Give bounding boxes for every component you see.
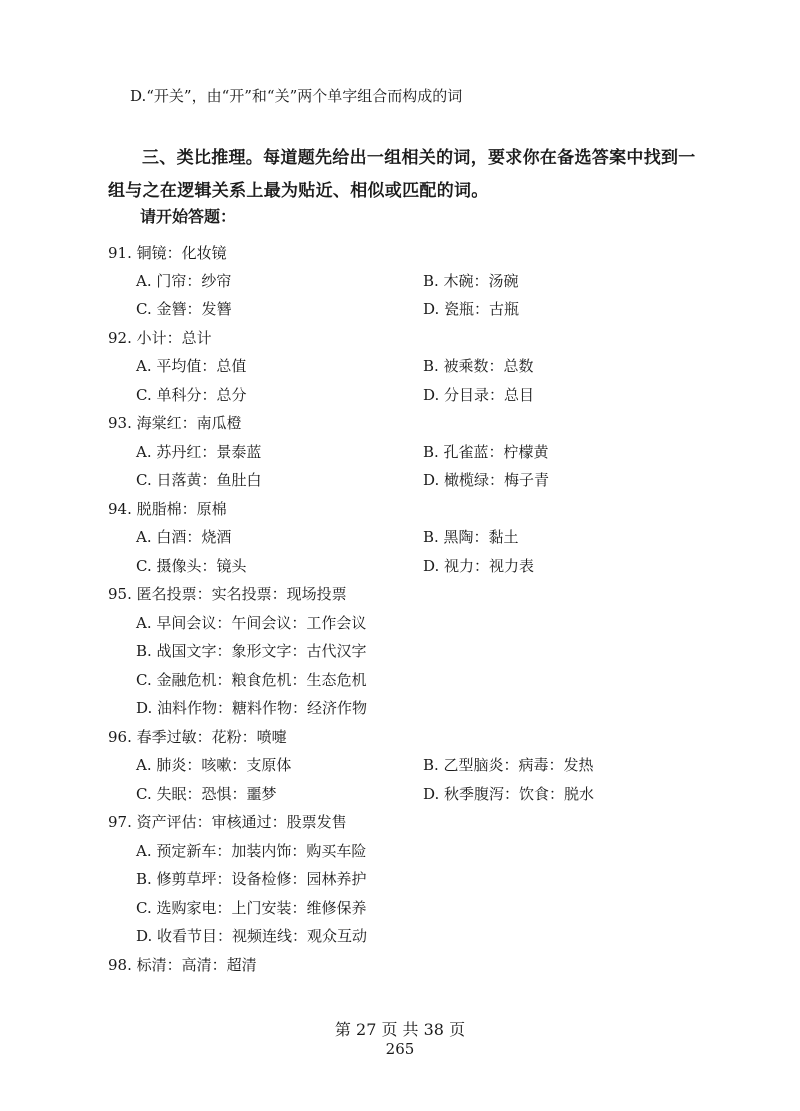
question-94-option-b: B. 黑陶：黏土 [423, 528, 519, 546]
question-96-option-b: B. 乙型脑炎：病毒：发热 [423, 756, 594, 774]
option-d-previous-question: D.“开关”，由“开”和“关”两个单字组合而构成的词 [130, 87, 463, 105]
question-96-option-a: A. 肺炎：咳嗽：支原体 [136, 756, 292, 774]
question-93-option-a: A. 苏丹红：景泰蓝 [136, 443, 262, 461]
question-91-option-a: A. 门帘：纱帘 [136, 272, 232, 290]
question-95-option-c: C. 金融危机：粮食危机：生态危机 [136, 671, 367, 689]
question-93-option-c: C. 日落黄：鱼肚白 [136, 471, 262, 489]
question-92-option-b: B. 被乘数：总数 [423, 357, 534, 375]
question-97-option-b: B. 修剪草坪：设备检修：园林养护 [136, 870, 367, 888]
question-91: 91. 铜镜：化妆镜 [108, 244, 227, 262]
question-95: 95. 匿名投票：实名投票：现场投票 [108, 585, 347, 603]
section-title: 三、类比推理。每道题先给出一组相关的词，要求你在备选答案中找到一组与之在逻辑关系上最为贴近、相似或匹配的词。 [108, 148, 696, 201]
question-95-option-d: D. 油料作物：糖料作物：经济作物 [136, 699, 368, 717]
question-97: 97. 资产评估：审核通过：股票发售 [108, 813, 347, 831]
question-91-option-d: D. 瓷瓶：古瓶 [423, 300, 520, 318]
question-96-option-d: D. 秋季腹泻：饮食：脱水 [423, 785, 595, 803]
page-indicator: 第 27 页 共 38 页 [334, 1020, 466, 1039]
question-98: 98. 标清：高清：超清 [108, 956, 257, 974]
question-93: 93. 海棠红：南瓜橙 [108, 414, 242, 432]
question-96: 96. 春季过敏：花粉：喷嚏 [108, 728, 287, 746]
question-91-option-c: C. 金簪：发簪 [136, 300, 232, 318]
question-93-option-d: D. 橄榄绿：梅子青 [423, 471, 550, 489]
question-97-option-c: C. 选购家电：上门安装：维修保养 [136, 899, 367, 917]
question-95-option-b: B. 战国文字：象形文字：古代汉字 [136, 642, 367, 660]
question-92: 92. 小计：总计 [108, 329, 212, 347]
instruction-heading: 请开始答题： [140, 207, 237, 226]
question-92-option-c: C. 单科分：总分 [136, 386, 247, 404]
question-95-option-a: A. 早间会议：午间会议：工作会议 [136, 614, 367, 632]
question-94: 94. 脱脂棉：原棉 [108, 500, 227, 518]
question-97-option-d: D. 收看节目：视频连线：观众互动 [136, 927, 368, 945]
question-96-option-c: C. 失眠：恐惧：噩梦 [136, 785, 277, 803]
question-92-option-a: A. 平均值：总值 [136, 357, 247, 375]
question-94-option-a: A. 白酒：烧酒 [136, 528, 232, 546]
page-number: 265 [385, 1040, 415, 1058]
question-91-option-b: B. 木碗：汤碗 [423, 272, 519, 290]
question-93-option-b: B. 孔雀蓝：柠檬黄 [423, 443, 549, 461]
question-94-option-d: D. 视力：视力表 [423, 557, 535, 575]
question-97-option-a: A. 预定新车：加装内饰：购买车险 [136, 842, 367, 860]
question-94-option-c: C. 摄像头：镜头 [136, 557, 247, 575]
question-92-option-d: D. 分目录：总目 [423, 386, 535, 404]
